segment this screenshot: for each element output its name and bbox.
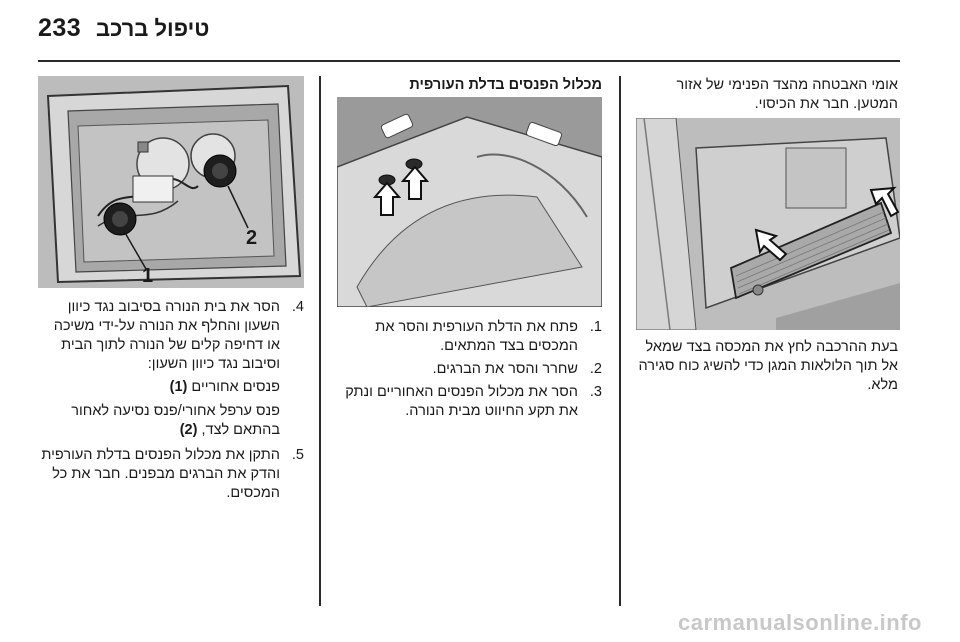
right-closing-text: בעת ההרכבה לחץ את המכסה בצד שמאל אל תוך הלולאות המגן כדי להשיג כוח סגירה מלא. — [638, 339, 898, 393]
step-number: 3. — [589, 384, 602, 400]
step-item — [336, 383, 602, 421]
step-text: שחרר והסר את הברגים. — [432, 361, 578, 377]
page-number: 233 — [38, 14, 82, 42]
sub-item-ref: (1) — [169, 379, 188, 395]
step-number: 4. — [291, 299, 304, 315]
step-number: 2. — [589, 361, 602, 377]
step-text: התקן את מכלול הפנסים בדלת העורפית והדק את הברגים מבפנים. חבר את כל המכסים. — [41, 447, 280, 501]
left-steps-list — [38, 298, 304, 378]
sub-item-text: פנס ערפל אחורי/פנס נסיעה לאחור בהתאם לצד, — [71, 403, 280, 438]
step-number: 5. — [291, 447, 304, 463]
bulb-sub-item-1 — [38, 378, 280, 397]
page-title: טיפול ברכב — [96, 16, 210, 41]
tailgate-figure — [337, 97, 602, 307]
step-number: 1. — [589, 319, 602, 335]
bulb-sub-item-2 — [38, 402, 280, 440]
step-text: פתח את הדלת העורפית והסר את המכסים בצד המתאים. — [375, 319, 578, 354]
sub-item-ref: (2) — [179, 422, 198, 438]
trunk-cover-figure — [636, 118, 900, 330]
step-item — [38, 298, 304, 374]
column-divider-left — [319, 76, 321, 606]
middle-steps-list — [336, 318, 602, 425]
callout-label-1: 1 — [142, 265, 154, 287]
tail-lamp-figure — [38, 76, 304, 288]
step-item — [38, 446, 304, 503]
section-heading: מכלול הפנסים בדלת העורפית — [409, 77, 602, 93]
header-rule — [38, 60, 900, 62]
sub-item-text: פנסים אחוריים — [191, 379, 280, 395]
right-intro-text: אומי האבטחה מהצד הפנימי של אזור המטען. חבר את הכיסוי. — [676, 77, 898, 112]
step-text: הסר את מכלול הפנסים האחוריים ונתק את תקע החיווט מבית הנורה. — [345, 384, 578, 419]
left-steps-list-continued — [38, 446, 304, 507]
callout-label-2: 2 — [246, 227, 258, 249]
column-divider-right — [619, 76, 621, 606]
step-item — [336, 318, 602, 356]
watermark: carmanualsonline.info — [678, 610, 922, 635]
step-item — [336, 360, 602, 379]
step-text: הסר את בית הנורה בסיבוב נגד כיוון השעון והחלף את הנורה על-ידי משיכה או דחיפה קלים של הנורה לתוך הבית וסיבוב נגד כיוון השעון: — [53, 299, 280, 372]
